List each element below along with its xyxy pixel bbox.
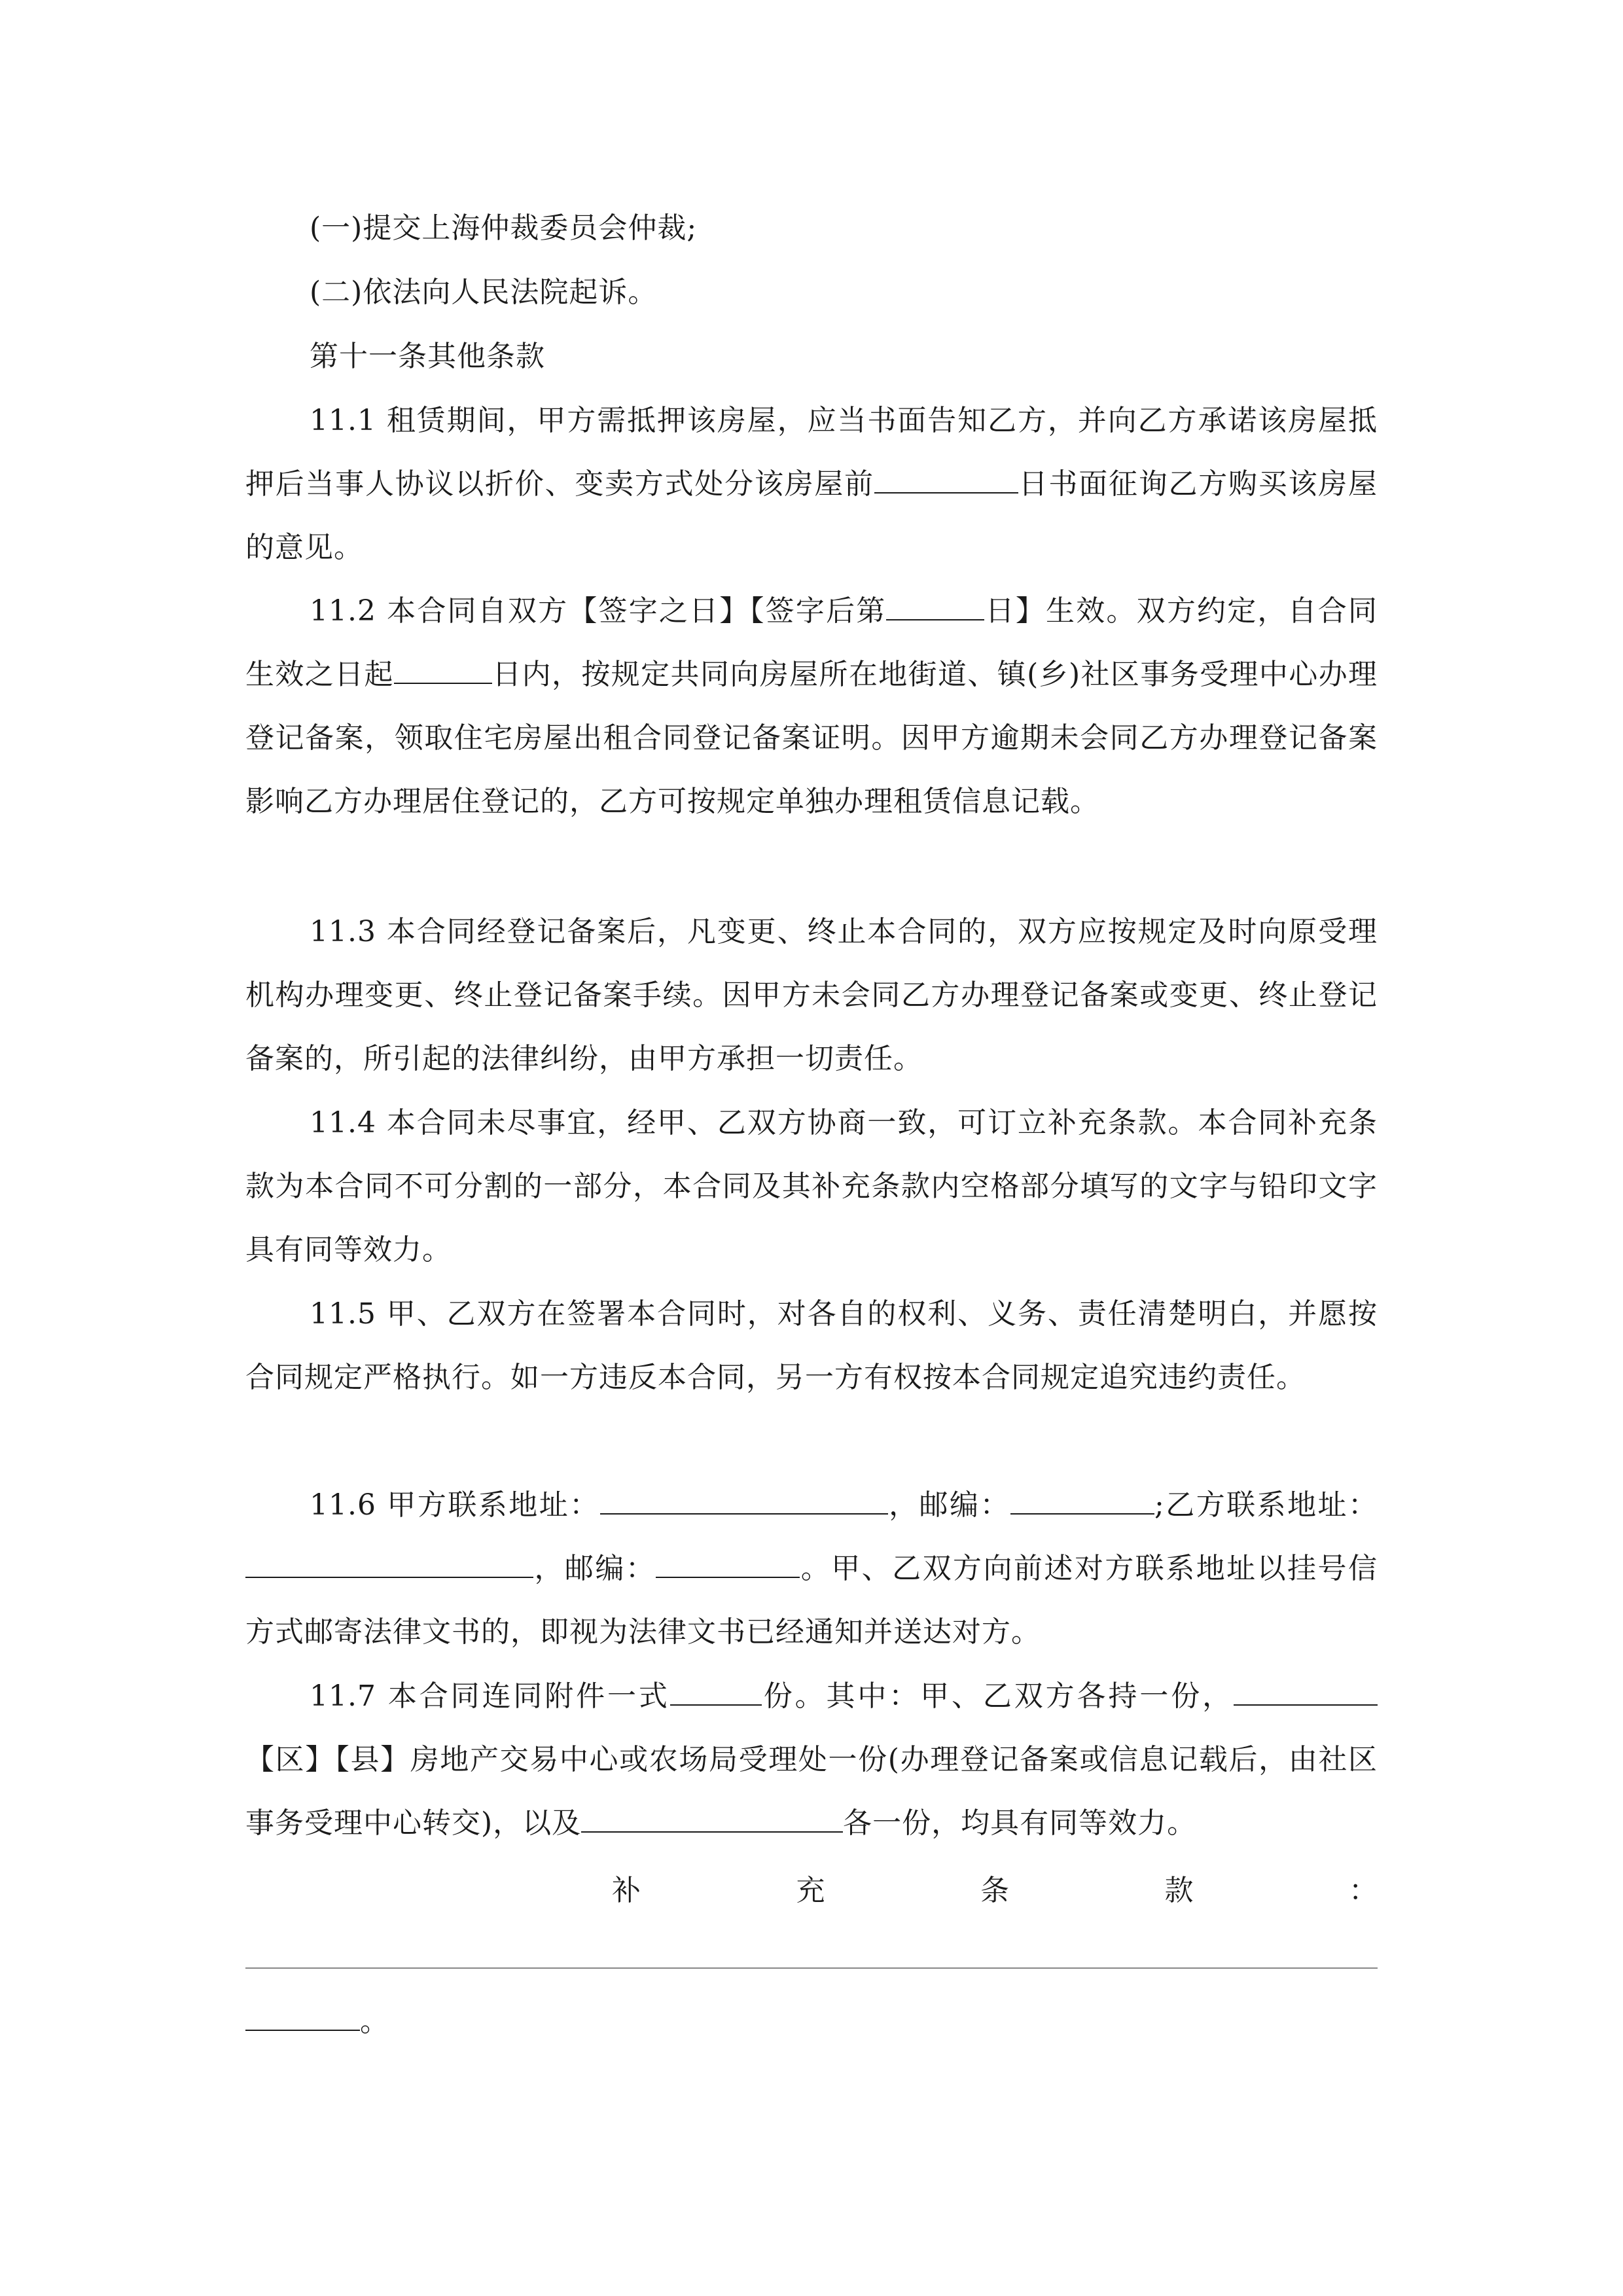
- clause-11-2: [245, 579, 1378, 833]
- supp-colon: ：: [1349, 1874, 1378, 1907]
- clause-11-4: 11.4 本合同未尽事宜，经甲、乙双方协商一致，可订立补充条款。本合同补充条款为本合同不可分割的一部分，本合同及其补充条款内空格部分填写的文字与铅印文字具有同等效力。: [245, 1106, 1378, 1266]
- clause-11-6-text-b: ，邮编：: [887, 1488, 1010, 1522]
- clause-11-1-text-a: 11.1 租赁期间，甲方需抵押该房屋，应当书面告知乙方，并向乙方承诺该房屋抵押后当事人协议以折价、变卖方式处分该房屋前: [245, 404, 1378, 501]
- blank-district-name[interactable]: [1234, 1672, 1378, 1706]
- clause-11-7-text-b: 份。其中：甲、乙双方各持一份，: [761, 1679, 1234, 1713]
- clause-11-2-text-a: 11.2 本合同自双方【签字之日】【签字后第: [310, 594, 887, 628]
- clause-11-6-text-e: 。甲、乙双方向前述对方联系地址以挂号信方式邮寄法律文书的，即视为法律文书已经通知并送达对方。: [245, 1552, 1378, 1649]
- blank-supplementary-end[interactable]: [245, 1997, 360, 2031]
- blank-days-after-signing[interactable]: [886, 586, 984, 620]
- clause-11-7-text-d: 各一份，均具有同等效力。: [843, 1806, 1197, 1840]
- clause-11-6-text-d: ，邮编：: [533, 1552, 656, 1585]
- clause-11-6-text-a: 11.6 甲方联系地址：: [310, 1488, 600, 1522]
- blank-party-a-postcode[interactable]: [1010, 1480, 1154, 1515]
- clause-11-2-text-b: 日】生效。双方约定，自合同生效之日起: [245, 594, 1378, 691]
- clause-11-7-text-c: 【区】【县】房地产交易中心或农场局受理处一份(办理登记备案或信息记载后，由社区事务受理中心转交)，以及: [245, 1743, 1378, 1840]
- clause-11-1-text-b: 日书面征询乙方购买该房屋的意见。: [245, 467, 1378, 564]
- blank-other-holders[interactable]: [581, 1799, 843, 1833]
- blank-days-before-disposal[interactable]: [874, 459, 1018, 493]
- clause-11-1: [245, 389, 1378, 579]
- supplementary-terms-label: [245, 1859, 1378, 1922]
- supp-char-2: 充: [796, 1874, 825, 1907]
- blank-party-b-address[interactable]: [245, 1544, 533, 1578]
- blank-registration-days[interactable]: [394, 650, 492, 684]
- clause-option-2: (二)依法向人民法院起诉。: [310, 276, 658, 309]
- clause-11-7: [245, 1664, 1378, 1855]
- article-11-heading: 第十一条其他条款: [310, 340, 545, 373]
- clause-option-1: (一)提交上海仲裁委员会仲裁;: [310, 211, 698, 245]
- clause-11-6-text-c: ;乙方联系地址：: [1154, 1488, 1378, 1522]
- blank-party-a-address[interactable]: [600, 1480, 888, 1515]
- supp-char-3: 条: [980, 1874, 1009, 1907]
- clause-11-3: 11.3 本合同经登记备案后，凡变更、终止本合同的，双方应按规定及时向原受理机构办理变更、终止登记备案手续。因甲方未会同乙方办理登记备案或变更、终止登记备案的，所引起的法律纠纷，由甲方承担一切责任。: [245, 915, 1378, 1075]
- clause-11-6: [245, 1473, 1378, 1664]
- blank-party-b-postcode[interactable]: [656, 1544, 800, 1578]
- clause-11-5: 11.5 甲、乙双方在签署本合同时，对各自的权利、义务、责任清楚明白，并愿按合同规定严格执行。如一方违反本合同，另一方有权按本合同规定追究违约责任。: [245, 1297, 1378, 1394]
- supp-char-4: 款: [1164, 1874, 1194, 1907]
- supplementary-fill-line[interactable]: [245, 1967, 1378, 1969]
- clause-11-7-text-a: 11.7 本合同连同附件一式: [310, 1679, 670, 1713]
- blank-copies-count[interactable]: [670, 1672, 762, 1706]
- tail-period: 。: [360, 2005, 389, 2038]
- supplementary-tail: [245, 1990, 389, 2053]
- clause-11-2-text-c: 日内，按规定共同向房屋所在地街道、镇(乡)社区事务受理中心办理登记备案，领取住宅房屋出租合同登记备案证明。因甲方逾期未会同乙方办理登记备案影响乙方办理居住登记的，乙方可按规定单独办理租赁信息记载。: [245, 658, 1378, 818]
- supp-char-1: 补: [612, 1874, 641, 1907]
